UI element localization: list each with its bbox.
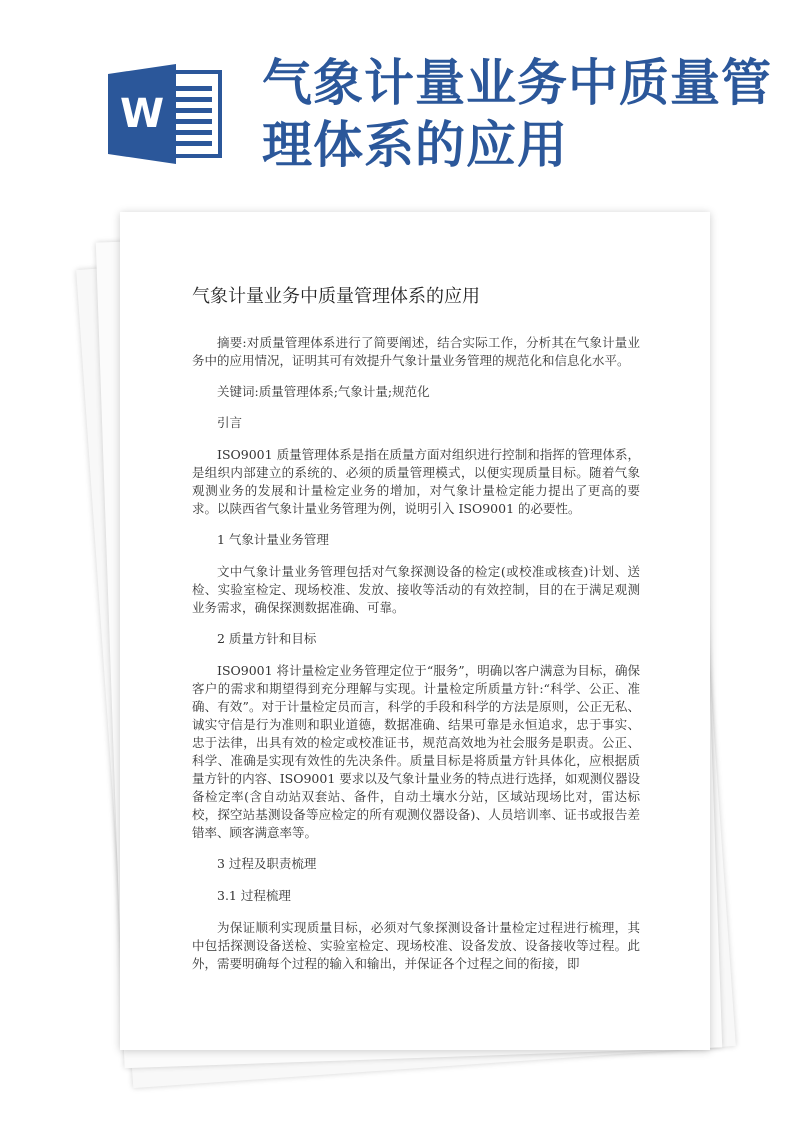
body-paragraph: ISO9001 质量管理体系是指在质量方面对组织进行控制和指挥的管理体系，是组织内部建立的系统的、必须的质量管理模式，以便实现质量目标。随着气象观测业务的发展和计量检定业务的增加，对气象计量检定能力提出了更高的要求。以陕西省气象计量业务管理为例，说明引入 ISO9001 的必要性。: [192, 447, 640, 516]
page-title-line-2: 理体系的应用: [262, 115, 568, 174]
document-page: [120, 212, 710, 1050]
keywords-paragraph: 关键词:质量管理体系;气象计量;规范化: [217, 384, 430, 399]
page-title: [262, 52, 782, 176]
abstract-paragraph: 摘要:对质量管理体系进行了简要阐述，结合实际工作，分析其在气象计量业务中的应用情况，证明其可有效提升气象计量业务管理的规范化和信息化水平。: [192, 335, 640, 368]
body-paragraph: 为保证顺利实现质量目标，必须对气象探测设备计量检定过程进行梳理，其中包括探测设备送检、实验室检定、现场校准、设备发放、设备接收等过程。此外，需要明确每个过程的输入和输出，并保证各个过程之间的衔接，即: [192, 920, 640, 971]
section-heading-2: 2 质量方针和目标: [217, 631, 317, 646]
section-heading-intro: 引言: [217, 415, 243, 430]
section-heading-1: 1 气象计量业务管理: [217, 532, 329, 547]
subsection-heading-3-1: 3.1 过程梳理: [217, 888, 291, 903]
word-icon: [108, 64, 236, 164]
body-paragraph: 文中气象计量业务管理包括对气象探测设备的检定(或校准或核查)计划、送检、实验室检定、现场校准、发放、接收等活动的有效控制，目的在于满足观测业务需求，确保探测数据准确、可靠。: [192, 564, 640, 615]
section-heading-3: 3 过程及职责梳理: [217, 856, 317, 871]
document-title: 气象计量业务中质量管理体系的应用: [192, 286, 480, 307]
document-body: [192, 282, 640, 986]
page-title-line-1: 气象计量业务中质量管: [262, 53, 772, 112]
body-paragraph: ISO9001 将计量检定业务管理定位于“服务”，明确以客户满意为目标，确保客户的需求和期望得到充分理解与实现。计量检定所质量方针:“科学、公正、准确、有效”。对于计量检定员而言，科学的手段和科学的方法是原则，公正无私、诚实守信是行为准则和职业道德，数据准确、结果可靠是永恒追求，忠于事实、忠于法律，出具有效的检定或校准证书，规范高效地为社会服务是职责。公正、科学、准确是实现有效性的先决条件。质量目标是将质量方针具体化，应根据质量方针的内容、ISO9001 要求以及气象计量业务的特点进行选择，如观测仪器设备检定率(含自动站双套站、备件，自动土壤水分站，区域站现场比对，雷达标校，探空站基测设备等应检定的所有观测仪器设备)、人员培训率、证书或报告差错率、顾客满意率等。: [192, 663, 640, 840]
word-icon-letter: W: [119, 91, 165, 137]
